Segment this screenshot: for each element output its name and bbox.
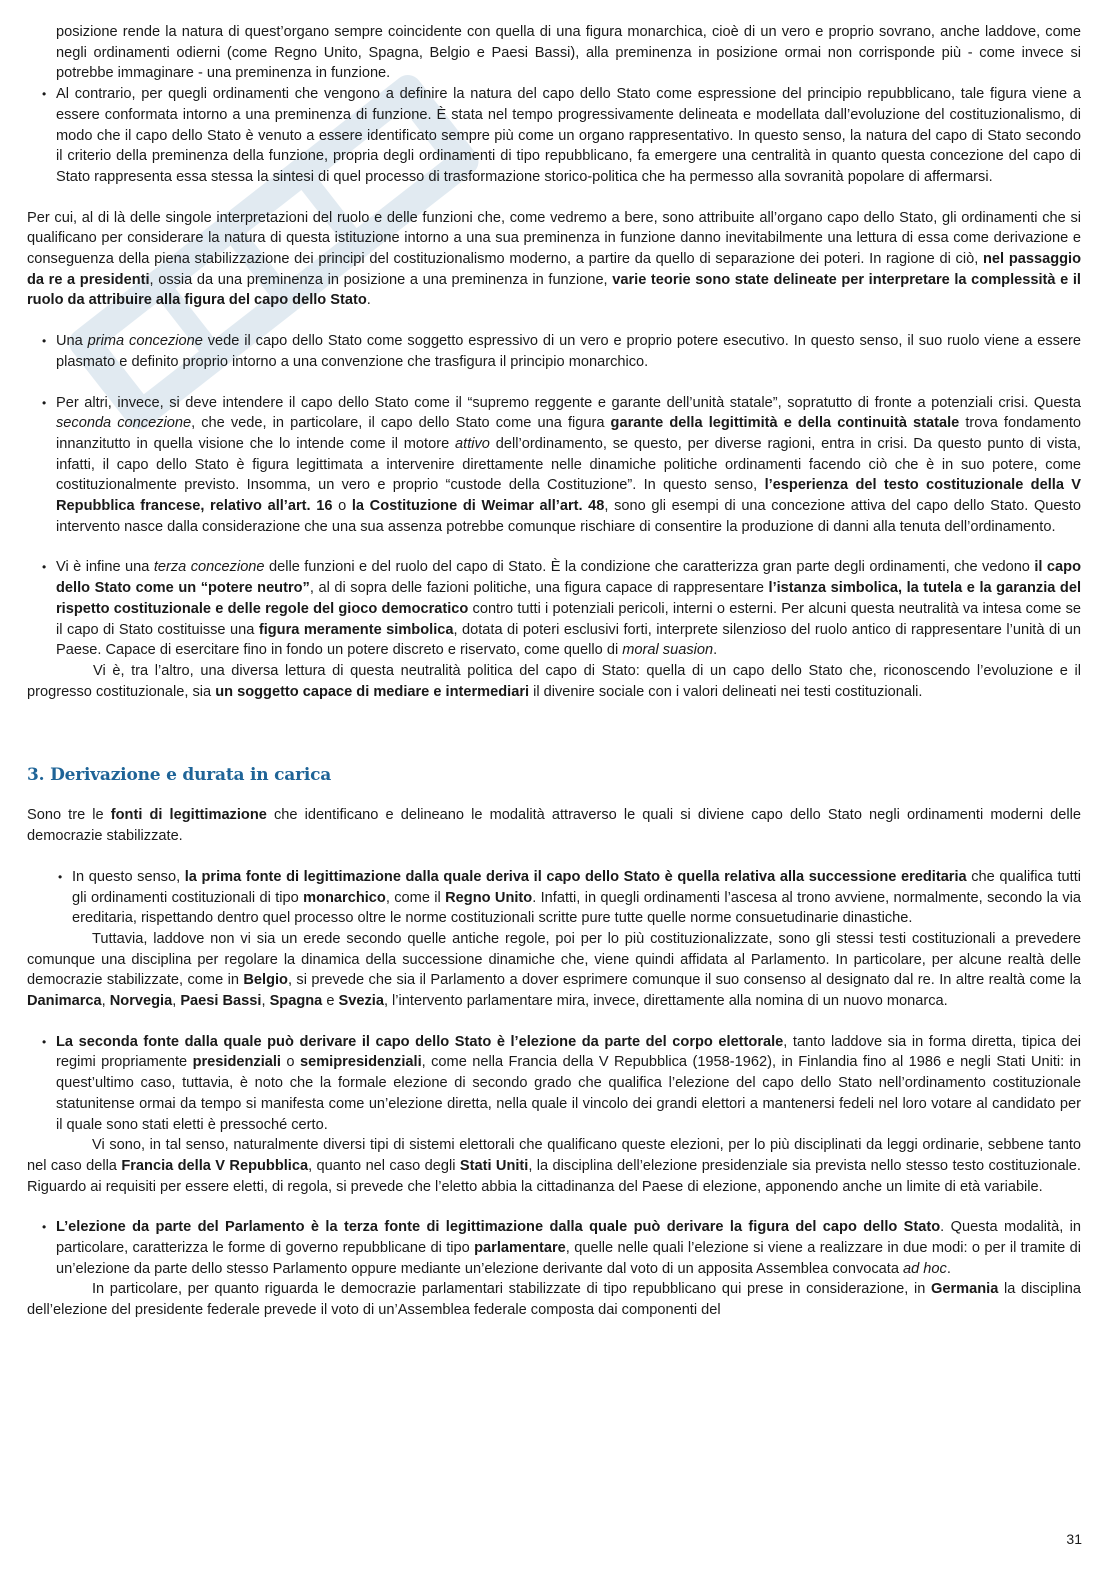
paragraph-electoral-systems: Vi sono, in tal senso, naturalmente diversi tipi di sistemi elettorali che qualificano queste elezioni, per lo più disciplinati da leggi ordinarie, sebbene tanto nel caso della Francia della V Repubblica, quanto nel caso degli Stati Uniti, la disciplina dell’elezione presidenziale sia prevista nello stesso testo costituzionale. Riguardo ai requisiti per essere eletti, di regola, si prevede che l’eletto abbia la cittadinanza del Paese di elezione, apponendo anche un limite di età variabile. [27, 1137, 1081, 1195]
paragraph-parliament-succession: Tuttavia, laddove non vi sia un erede secondo quelle antiche regole, poi per lo più costituzionalizzate, sono gli stessi testi costituzionali a prevedere comunque una disciplina per regolare la dinamica della successione dinamiche che, viene quindi affidata al Parlamento. In particolare, per alcune realtà delle democrazie stabilizzate, come in Belgio, si prevede che sia il Parlamento a dover esprimere comunque il suo consenso al designato dal re. In altre realtà come la Danimarca, Norvegia, Paesi Bassi, Spagna e Svezia, l’intervento parlamentare mira, invece, direttamente alla nomina di un nuovo monarca. [27, 930, 1081, 1010]
bullet-second-conception: • Per altri, invece, si deve intendere il capo dello Stato come il “supremo reggente e garante dell’unità statale”, sopratutto di fronte a potenziali crisi. Questa seconda concezione, che vede, in particolare, il capo dello Stato come una figura garante della legittimità e della continuità statale trova fondamento innanzitutto in quella visione che lo intende come il motore attivo dell’ordinamento, se questo, per diverse ragioni, entra in crisi. Da questo punto di vista, infatti, il capo dello Stato è figura legittimata a intervenire direttamente nelle dinamiche politiche ordinamenti facendo ciò che è in suo potere, come costituzionalmente previsto. Insomma, un vero e proprio “custode della Costituzione”. In questo senso, l’esperienza del testo costituzionale della V Repubblica francese, relativo all’art. 16 o la Costituzione di Weimar all’art. 48, sono gli esempi di una concezione attiva del capo dello Stato. Questo intervento nasce dalla considerazione che una sua assenza potrebbe comunque rischiare di consentire la produzione di danni alla tenuta dell’ordinamento. [27, 393, 1081, 538]
page-number: 31 [1066, 1531, 1082, 1547]
bullet-third-conception: • Vi è infine una terza concezione delle funzioni e del ruolo del capo di Stato. È la condizione che caratterizza gran parte degli ordinamenti, che vedono il capo dello Stato come un “potere neutro”, al di sopra delle fazioni politiche, una figura capace di rappresentare l’istanza simbolica, la tutela e la garanzia del rispetto costituzionale e delle regole del gioco democratico contro tutti i potenziali pericoli, interni o esterni. Per alcuni questa neutralità va intesa come se il capo di Stato costituisse una figura meramente simbolica, dotata di poteri esclusivi forti, interprete silenzioso del ruolo antico di rappresentare l’unità di un Paese. Capace di esercitare fino in fondo un potere discreto e riservato, come quello di moral suasion. [27, 557, 1081, 661]
bullet-electoral-body: • La seconda fonte dalla quale può derivare il capo dello Stato è l’elezione da parte del corpo elettorale, tanto laddove sia in forma diretta, tipica dei regimi propriamente presidenziali o semipresidenziali, come nella Francia della V Repubblica (1958-1962), in Finlandia fino al 1986 e negli Stati Uniti: in quest’ultimo caso, tuttavia, è noto che la formale elezione di secondo grado che qualifica l’elezione del capo dello Stato nell’ordinamento costituzionale statunitense ormai da tempo si manifesta come un’elezione diretta, nella quale il vincolo dei grandi elettori a mantenersi fedeli nel loro votare al candidato per il quale sono stati eletti è pressoché certo. [27, 1032, 1081, 1136]
document-body [27, 22, 1081, 1321]
bullet-hereditary-succession: • In questo senso, la prima fonte di legittimazione dalla quale deriva il capo dello Stato è quella relativa alla successione ereditaria che qualifica tutti gli ordinamenti costituzionali di tipo monarchico, come il Regno Unito. Infatti, in quegli ordinamenti l’ascesa al trono avviene, normalmente, secondo la via ereditaria, rispettando dentro quel processo oltre le norme costituzionali scritte pure tutte quelle norme consuetudinarie dinastiche. [27, 867, 1081, 929]
paragraph-neutrality-reading: Vi è, tra l’altro, una diversa lettura di questa neutralità politica del capo di Stato: quella di un capo dello Stato che, riconoscendo l’evoluzione e il progresso costituzionale, sia un soggetto capace di mediare e intermediari il divenire sociale con i valori delineati nei testi costituzionali. [27, 662, 1081, 700]
bullet-republican-conception: • Al contrario, per quegli ordinamenti che vengono a definire la natura del capo dello Stato come espressione del principio repubblicano, tale figura viene a essere conformata intorno a una preminenza di funzione. È stata nel tempo progressivamente delineata e modellata dall’evoluzione del costituzionalismo, di modo che il capo dello Stato è venuto a essere identificato sempre più come un organo rappresentativo. In questo senso, la natura del capo di Stato secondo il criterio della preminenza della funzione, propria degli ordinamenti di tipo repubblicano, fa emergere una centralità in quanto questa concezione del capo di Stato rappresenta essa stessa la sintesi di quel processo di trasformazione storico-politica che ha permesso alla sovranità popolare di affermarsi. [27, 84, 1081, 188]
bullet-first-conception: • Una prima concezione vede il capo dello Stato come soggetto espressivo di un vero e proprio potere esecutivo. In questo senso, il suo ruolo viene a essere plasmato e definito proprio intorno a una convenzione che trasfigura il principio monarchico. [27, 331, 1081, 372]
bullet-parliament-election: • L’elezione da parte del Parlamento è la terza fonte di legittimazione dalla quale può derivare la figura del capo dello Stato. Questa modalità, in particolare, caratterizza le forme di governo repubblicane di tipo parlamentare, quelle nelle quali l’elezione si viene a realizzare in due modi: o per il tramite di un’elezione da parte dello stesso Parlamento oppure mediante un’elezione derivante dal voto di un apposita Assemblea convocata ad hoc. [27, 1217, 1081, 1279]
section-heading: 3. Derivazione e durata in carica [27, 765, 332, 786]
paragraph-legitimation-sources: Sono tre le fonti di legittimazione che identificano e delineano le modalità attraverso le quali si diviene capo dello Stato negli ordinamenti moderni delle democrazie stabilizzate. [27, 807, 1081, 845]
paragraph-continuation: posizione rende la natura di quest’organo sempre coincidente con quella di una figura monarchica, cioè di un vero e proprio sovrano, anche laddove, come negli ordinamenti odierni (come Regno Unito, Spagna, Belgio e Paesi Bassi), alla preminenza in posizione ormai non corrisponde più - come invece si potrebbe immaginare - una preminenza in funzione. [56, 24, 1081, 82]
paragraph-germany: In particolare, per quanto riguarda le democrazie parlamentari stabilizzate di tipo repubblicano qui prese in considerazione, in Germania la disciplina dell’elezione del presidente federale prevede il voto di un’Assemblea federale composta dai componenti del [27, 1281, 1081, 1319]
paragraph-from-kings-to-presidents: Per cui, al di là delle singole interpretazioni del ruolo e delle funzioni che, come vedremo a bere, sono attribuite all’organo capo dello Stato, gli ordinamenti che si qualificano per considerare la natura di questa istituzione intorno a una sua preminenza in funzione danno inevitabilmente una lettura di essa come derivazione e conseguenza della piena stabilizzazione dei principi del costituzionalismo moderno, a partire da quello di separazione dei poteri. In ragione di ciò, nel passaggio da re a presidenti, ossia da una preminenza in posizione a una preminenza in funzione, varie teorie sono state delineate per interpretare la complessità e il ruolo da attribuire alla figura del capo dello Stato. [27, 209, 1081, 309]
